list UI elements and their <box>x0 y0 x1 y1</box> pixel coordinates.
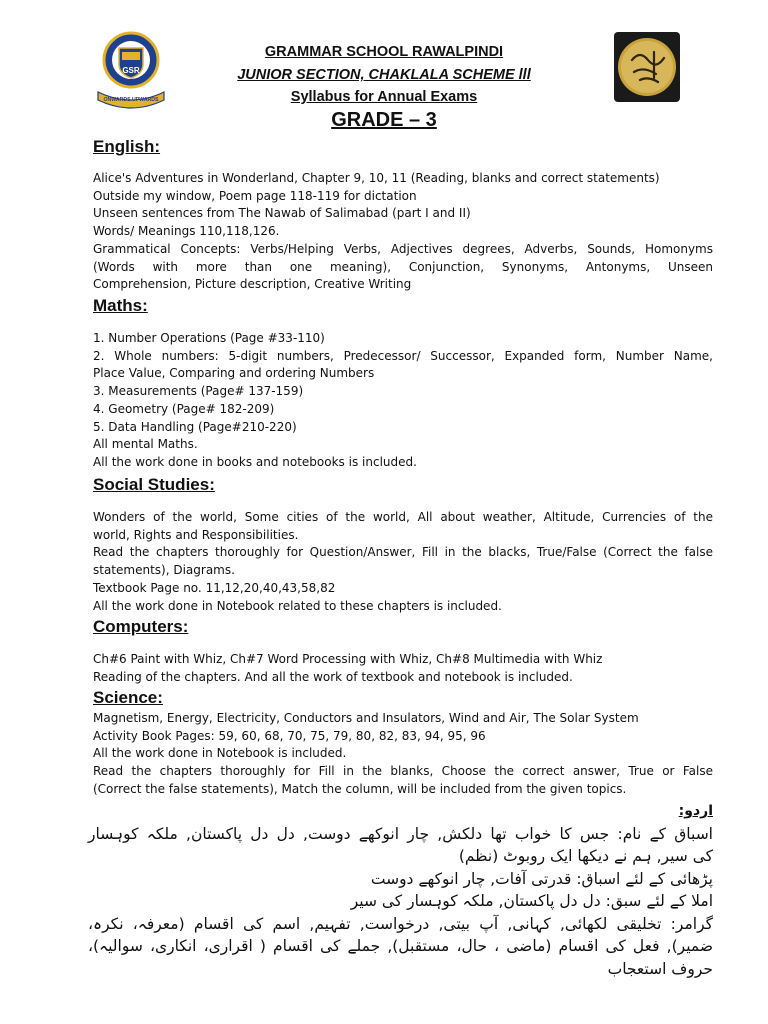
crest-initials: GSR <box>122 66 140 75</box>
urdu-heading: اردو: <box>678 803 713 819</box>
urdu-line: کی سیر, ہم نے دیکھا ایک روبوٹ (نظم) <box>458 847 713 865</box>
urdu-line: اسباق کے نام: جس کا خواب تھا دلکش, چار انوکھے دوست, دل دل پاکستان, ملکہ کوہسار <box>88 824 713 843</box>
english-line: Alice's Adventures in Wonderland, Chapter 9, 10, 11 (Reading, blanks and correct statements) <box>93 171 660 185</box>
maths-line: Place Value, Comparing and ordering Numbers <box>93 366 375 381</box>
science-line: Activity Book Pages: 59, 60, 68, 70, 75, 79, 80, 82, 83, 94, 95, 96 <box>93 728 486 743</box>
crest-motto: ONWARDS UPWARDS <box>103 97 159 103</box>
urdu-line: ضمیر), فعل کی اقسام (ماضی ، حال، مستقبل), جملے کی اقسام ( اقراری، انکاری، سوالیہ)، <box>88 937 713 955</box>
social-studies-line: Wonders of the world, Some cities of the world, All about weather, Altitude, Currencies of the <box>93 510 713 524</box>
social-studies-line: world, Rights and Responsibilities. <box>93 527 299 542</box>
maths-heading: Maths: <box>93 296 148 315</box>
maths-line: All the work done in books and notebooks is included. <box>93 454 417 469</box>
social-studies-heading: Social Studies: <box>93 475 215 494</box>
maths-line: All mental Maths. <box>93 437 198 452</box>
school-name: GRAMMAR SCHOOL RAWALPINDI <box>264 44 504 60</box>
english-heading: English: <box>93 137 161 156</box>
grade-title: GRADE – 3 <box>331 109 437 131</box>
urdu-line: پڑھائی کے لئے اسباق: قدرتی آفات, چار انوکھے دوست <box>370 869 713 888</box>
english-line: Unseen sentences from The Nawab of Salimabad (part I and II) <box>93 206 471 221</box>
social-studies-line: All the work done in Notebook related to these chapters is included. <box>93 598 502 613</box>
urdu-line: گرامر: تخلیقی لکھائی, کہانی, آپ بیتی, درخواست, تفہیم, اسم کی اقسام (معرفہ، نکرہ، <box>88 914 713 933</box>
computers-line: Ch#6 Paint with Whiz, Ch#7 Word Processing with Whiz, Ch#8 Multimedia with Whiz <box>93 652 603 666</box>
english-line: Grammatical Concepts: Verbs/Helping Verbs, Adjectives degrees, Adverbs, Sounds, Homonyms <box>93 241 713 256</box>
science-heading: Science: <box>93 688 163 707</box>
computers-heading: Computers: <box>93 617 189 636</box>
urdu-section <box>88 800 713 980</box>
computers-line: Reading of the chapters. And all the work of textbook and notebook is included. <box>93 669 573 684</box>
english-line: Words/ Meanings 110,118,126. <box>93 224 280 239</box>
english-line: Outside my window, Poem page 118-119 for dictation <box>93 188 417 203</box>
science-line: Read the chapters thoroughly for Fill in the blanks, Choose the correct answer, True or False <box>93 764 713 779</box>
maths-line: 1. Number Operations (Page #33-110) <box>93 331 325 345</box>
english-section <box>93 170 713 294</box>
science-line: (Correct the false statements), Match the column, will be included from the given topics. <box>93 781 627 796</box>
maths-line: 2. Whole numbers: 5-digit numbers, Predecessor/ Successor, Expanded form, Number Name, <box>93 348 713 363</box>
english-line: (Words with more than one meaning), Conjunction, Synonyms, Antonyms, Unseen <box>93 259 713 274</box>
science-line: Magnetism, Energy, Electricity, Conductors and Insulators, Wind and Air, The Solar System <box>93 711 639 725</box>
science-line: All the work done in Notebook is included. <box>93 746 347 761</box>
section-name: JUNIOR SECTION, CHAKLALA SCHEME lll <box>237 67 531 83</box>
document-subtitle: Syllabus for Annual Exams <box>290 89 478 105</box>
social-studies-line: Read the chapters thoroughly for Question/Answer, Fill in the blacks, True/False (Correct the false <box>93 545 713 560</box>
maths-line: 5. Data Handling (Page#210-220) <box>93 419 297 434</box>
urdu-line: املا کے لئے سبق: دل دل پاکستان, ملکہ کوہسار کی سیر <box>350 892 713 910</box>
social-studies-section <box>93 509 713 615</box>
maths-section <box>93 330 713 472</box>
urdu-line: حروف استعجاب <box>607 959 713 978</box>
maths-line: 3. Measurements (Page# 137-159) <box>93 384 304 399</box>
science-section <box>93 710 713 799</box>
maths-line: 4. Geometry (Page# 182-209) <box>93 401 275 416</box>
computers-section <box>93 651 713 686</box>
social-studies-line: Textbook Page no. 11,12,20,40,43,58,82 <box>93 580 336 595</box>
english-line: Comprehension, Picture description, Creative Writing <box>93 277 412 292</box>
social-studies-line: statements), Diagrams. <box>93 563 235 578</box>
